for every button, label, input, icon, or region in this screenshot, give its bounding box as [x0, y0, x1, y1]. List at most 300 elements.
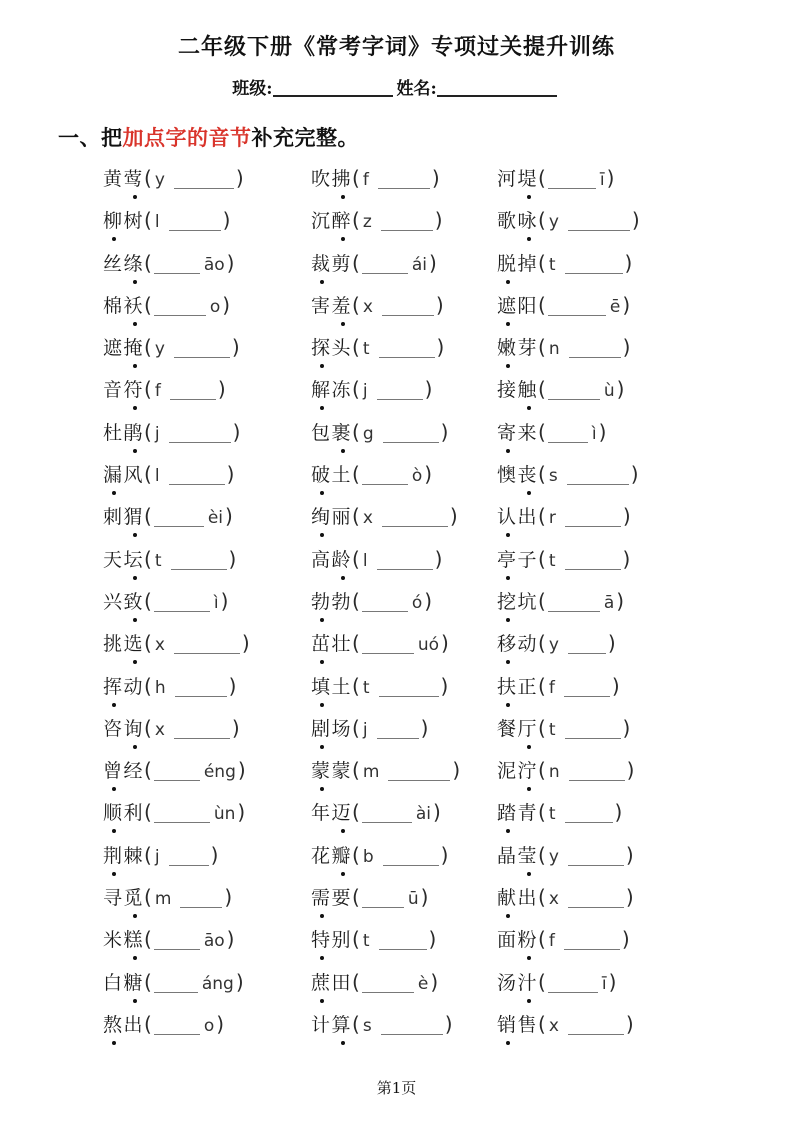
exercise-item	[497, 292, 773, 334]
paren-open: (	[538, 377, 546, 402]
exercise-item	[103, 969, 311, 1011]
exercise-item	[103, 842, 311, 884]
word-char-dotted: 破	[311, 464, 332, 487]
word-char: 丝	[103, 252, 124, 275]
paren-close: )	[241, 631, 250, 656]
paren-close: )	[228, 546, 237, 571]
exercise-item	[311, 461, 497, 503]
answer-blank-line	[548, 975, 598, 993]
paren-close: )	[625, 1011, 634, 1036]
word-char: 刺	[103, 506, 124, 529]
pinyin-given-initial: y	[154, 170, 165, 190]
paren-open: (	[144, 885, 152, 910]
word-text	[311, 718, 352, 740]
exercise-item	[311, 376, 497, 418]
paren-open: (	[352, 588, 360, 613]
word-char-dotted: 符	[123, 379, 145, 402]
answer-blank-line	[175, 679, 227, 697]
paren-close: )	[235, 166, 244, 190]
paren-close: )	[616, 588, 625, 613]
word-char: 要	[331, 887, 353, 910]
word-char-dotted: 绦	[123, 252, 145, 275]
paren-close: )	[224, 885, 233, 910]
paren-close: )	[237, 800, 246, 825]
answer-blank-line	[379, 679, 439, 697]
paren-open: (	[144, 377, 152, 402]
paren-open: (	[538, 546, 546, 571]
paren-close: )	[622, 546, 631, 571]
word-char: 正	[517, 675, 539, 698]
word-char: 树	[123, 210, 145, 233]
word-text	[311, 1014, 352, 1036]
word-text	[311, 295, 352, 317]
paren-open: (	[352, 504, 360, 529]
pinyin-given-initial: f	[548, 677, 555, 698]
page-title: 二年级下册《常考字词》专项过关提升训练	[177, 34, 615, 60]
pinyin-given-initial: s	[362, 1015, 372, 1036]
pinyin-given-initial: x	[548, 889, 559, 910]
word-char: 吹	[311, 168, 332, 190]
word-char-dotted: 致	[123, 590, 145, 613]
paren-close: )	[434, 546, 443, 571]
word-char: 蒙	[331, 760, 353, 783]
paren-close: )	[622, 504, 631, 529]
paren-close: )	[622, 292, 631, 317]
paren-close: )	[598, 419, 607, 444]
exercise-item	[311, 503, 497, 545]
paren-close: )	[424, 462, 433, 487]
paren-open: (	[352, 208, 360, 233]
answer-blank-line	[154, 298, 206, 316]
word-char: 音	[103, 379, 124, 402]
word-char-dotted: 堤	[517, 168, 539, 190]
word-char-dotted: 挥	[103, 675, 124, 698]
paren-open: (	[538, 250, 546, 275]
paren-open: (	[352, 885, 360, 910]
word-char: 冻	[331, 379, 353, 402]
word-text	[103, 633, 144, 655]
paren-open: (	[352, 800, 360, 825]
answer-blank-line	[169, 848, 209, 866]
word-text	[311, 887, 352, 909]
paren-open: (	[144, 927, 152, 952]
word-text	[103, 253, 144, 275]
word-text	[311, 549, 352, 571]
pinyin-given-initial: t	[548, 804, 556, 825]
paren-open: (	[144, 842, 152, 867]
paren-close: )	[625, 885, 634, 910]
pinyin-given-initial: s	[548, 466, 558, 487]
word-char-dotted: 醉	[331, 210, 353, 233]
word-char: 出	[123, 1013, 145, 1036]
exercise-item	[103, 715, 311, 757]
paren-open: (	[538, 166, 546, 190]
word-char-dotted: 填	[311, 675, 332, 698]
word-char: 计	[311, 1013, 332, 1036]
word-char-dotted: 粉	[517, 929, 539, 952]
paren-open: (	[538, 208, 546, 233]
word-char-dotted: 剧	[311, 717, 332, 740]
word-char-dotted: 选	[123, 633, 145, 656]
exercise-item	[497, 969, 773, 1011]
paren-close: )	[420, 715, 429, 740]
paren-close: )	[217, 377, 226, 402]
pinyin-given-initial: h	[154, 677, 166, 698]
word-char-dotted: 漏	[103, 464, 124, 487]
paren-open: (	[538, 969, 546, 994]
pinyin-given-final: ì	[213, 592, 219, 613]
pinyin-given-final: āo	[203, 931, 225, 952]
paren-close: )	[440, 419, 449, 444]
answer-blank-line	[362, 636, 414, 654]
paren-open: (	[352, 250, 360, 275]
paren-open: (	[352, 462, 360, 487]
word-char-dotted: 算	[331, 1013, 353, 1036]
exercise-item	[497, 799, 773, 841]
word-text	[311, 210, 352, 232]
paren-close: )	[237, 758, 246, 783]
paren-close: )	[440, 842, 449, 867]
paren-open: (	[538, 419, 546, 444]
pinyin-given-final: uó	[417, 635, 440, 656]
exercise-item	[497, 461, 773, 503]
exercise-item	[311, 588, 497, 630]
paren-open: (	[352, 546, 360, 571]
paren-open: (	[538, 631, 546, 656]
exercise-item	[497, 1011, 773, 1053]
word-char: 咨	[103, 717, 124, 740]
answer-blank-line	[379, 932, 427, 950]
word-char-dotted: 猬	[123, 506, 145, 529]
exercise-item	[311, 250, 497, 292]
answer-blank-line	[174, 721, 230, 739]
word-char-dotted: 瓣	[331, 844, 353, 867]
pinyin-given-final: ài	[415, 804, 431, 825]
pinyin-given-final: èi	[207, 508, 224, 529]
word-char-dotted: 泞	[517, 760, 539, 783]
word-text	[103, 210, 144, 232]
paren-open: (	[144, 800, 152, 825]
word-char: 阳	[517, 294, 539, 317]
paren-close: )	[621, 927, 630, 952]
answer-blank-line	[169, 467, 225, 485]
paren-open: (	[144, 715, 152, 740]
word-char-dotted: 嫩	[497, 337, 518, 360]
paren-close: )	[622, 335, 631, 360]
answer-blank-line	[174, 340, 230, 358]
word-text	[311, 422, 352, 444]
pinyin-given-initial: m	[362, 762, 380, 783]
paren-open: (	[352, 969, 360, 994]
paren-open: (	[538, 335, 546, 360]
word-text	[497, 210, 538, 232]
word-char-dotted: 莺	[123, 168, 145, 190]
pinyin-given-initial: x	[154, 635, 165, 656]
word-char: 汤	[497, 971, 518, 994]
answer-blank-line	[377, 721, 419, 739]
paren-open: (	[538, 292, 546, 317]
word-char-dotted: 蒙	[311, 760, 332, 783]
exercise-item	[497, 419, 773, 461]
paren-close: )	[630, 462, 639, 487]
word-text	[311, 929, 352, 951]
word-text	[497, 506, 538, 528]
paren-close: )	[226, 927, 235, 952]
word-char-dotted: 触	[517, 379, 539, 402]
word-text	[497, 887, 538, 909]
paren-close: )	[428, 927, 437, 952]
pinyin-given-initial: l	[362, 550, 368, 571]
name-field-label: 姓名:	[396, 79, 437, 99]
paren-close: )	[424, 588, 433, 613]
paren-close: )	[428, 250, 437, 275]
word-text	[311, 633, 352, 655]
paren-open: (	[538, 462, 546, 487]
answer-blank-line	[377, 552, 433, 570]
word-text	[497, 676, 538, 698]
word-text	[311, 337, 352, 359]
word-text	[311, 760, 352, 782]
answer-blank-line	[362, 805, 412, 823]
pinyin-given-final: o	[203, 1015, 215, 1036]
pinyin-given-initial: z	[362, 212, 372, 233]
paren-open: (	[352, 377, 360, 402]
word-char: 接	[497, 379, 518, 402]
word-char-dotted: 踏	[497, 802, 518, 825]
paren-open: (	[352, 758, 360, 783]
word-char: 别	[331, 929, 353, 952]
answer-blank-line	[548, 594, 600, 612]
exercise-item	[103, 757, 311, 799]
word-text	[103, 887, 144, 909]
word-char-dotted: 挖	[497, 590, 518, 613]
word-char-dotted: 需	[311, 887, 332, 910]
answer-blank-line	[362, 467, 408, 485]
word-text	[103, 337, 144, 359]
section-heading	[58, 122, 359, 152]
word-char-dotted: 荆	[103, 844, 124, 867]
word-text	[103, 802, 144, 824]
paren-close: )	[607, 631, 616, 656]
exercise-item	[497, 546, 773, 588]
word-char-dotted: 掩	[123, 337, 145, 360]
word-char-dotted: 鹃	[123, 421, 145, 444]
exercise-item	[311, 757, 497, 799]
exercise-item	[311, 673, 497, 715]
word-char: 遮	[103, 337, 124, 360]
pinyin-given-final: ó	[411, 592, 423, 613]
word-text	[311, 506, 352, 528]
paren-close: )	[616, 377, 625, 402]
paren-open: (	[352, 1011, 360, 1036]
paren-close: )	[226, 250, 235, 275]
word-char: 来	[517, 421, 539, 444]
word-char-dotted: 移	[497, 633, 518, 656]
exercise-item	[103, 799, 311, 841]
pinyin-given-final: ò	[411, 466, 423, 487]
answer-blank-line	[362, 890, 404, 908]
word-char-dotted: 询	[123, 717, 145, 740]
paren-close: )	[430, 969, 439, 994]
word-char-dotted: 茁	[311, 633, 332, 656]
pinyin-given-final: ì	[591, 423, 597, 444]
word-text	[311, 591, 352, 613]
exercise-item	[497, 250, 773, 292]
exercise-item	[497, 842, 773, 884]
word-char: 风	[123, 464, 145, 487]
pinyin-given-initial: l	[154, 212, 160, 233]
exercise-item	[103, 503, 311, 545]
word-char-dotted: 绚	[311, 506, 332, 529]
exercise-item	[311, 715, 497, 757]
exercise-item	[103, 926, 311, 968]
answer-blank-line	[377, 382, 423, 400]
paren-open: (	[352, 631, 360, 656]
answer-blank-line	[154, 1017, 200, 1035]
answer-blank-line	[381, 213, 433, 231]
pinyin-given-initial: f	[362, 170, 369, 190]
paren-close: )	[231, 335, 240, 360]
answer-blank-line	[383, 848, 439, 866]
word-char: 出	[517, 506, 539, 529]
word-char: 掉	[517, 252, 539, 275]
answer-blank-line	[383, 425, 439, 443]
pinyin-given-initial: r	[548, 508, 556, 529]
paren-close: )	[436, 335, 445, 360]
answer-blank-line	[169, 425, 231, 443]
exercise-item	[497, 165, 773, 207]
exercise-item	[311, 842, 497, 884]
pinyin-given-initial: b	[362, 846, 374, 867]
word-char: 勃	[331, 590, 353, 613]
answer-blank-line	[565, 721, 621, 739]
word-char: 场	[331, 717, 353, 740]
word-char: 头	[331, 337, 353, 360]
pinyin-given-initial: x	[548, 1015, 559, 1036]
pinyin-given-final: ái	[411, 254, 427, 275]
exercise-item	[311, 1011, 497, 1053]
pinyin-given-initial: t	[362, 931, 370, 952]
answer-blank-line	[379, 340, 435, 358]
word-char: 芽	[517, 337, 539, 360]
word-char-dotted: 熬	[103, 1013, 124, 1036]
paren-close: )	[226, 462, 235, 487]
word-char: 泥	[497, 760, 518, 783]
pinyin-given-initial: y	[548, 212, 559, 233]
paren-close: )	[608, 969, 617, 994]
paren-open: (	[144, 631, 152, 656]
word-char-dotted: 遮	[497, 294, 518, 317]
pinyin-given-initial: x	[362, 508, 373, 529]
class-field-label: 班级:	[232, 79, 273, 99]
paren-open: (	[538, 885, 546, 910]
word-char: 利	[123, 802, 145, 825]
class-name-line	[0, 74, 793, 99]
word-char: 面	[497, 929, 518, 952]
paren-open: (	[538, 715, 546, 740]
paren-open: (	[538, 673, 546, 698]
exercise-item	[103, 588, 311, 630]
word-char: 出	[517, 887, 539, 910]
paren-close: )	[614, 800, 623, 825]
word-char: 青	[517, 802, 539, 825]
word-text	[103, 845, 144, 867]
word-char-dotted: 解	[311, 379, 332, 402]
word-char: 田	[331, 971, 353, 994]
answer-blank-line	[154, 932, 200, 950]
answer-blank-line	[568, 213, 630, 231]
pinyin-given-initial: n	[548, 339, 560, 360]
word-text	[497, 802, 538, 824]
answer-blank-line	[381, 1017, 443, 1035]
exercise-item	[497, 926, 773, 968]
word-char-dotted: 销	[497, 1013, 518, 1036]
answer-blank-line	[362, 594, 408, 612]
paren-close: )	[626, 758, 635, 783]
word-text	[103, 972, 144, 994]
word-char: 售	[517, 1013, 539, 1036]
paren-close: )	[225, 504, 233, 529]
word-text	[103, 929, 144, 951]
word-char: 壮	[331, 633, 353, 656]
word-char-dotted: 曾	[103, 760, 124, 783]
answer-blank-line	[154, 763, 200, 781]
paren-open: (	[144, 758, 152, 783]
word-char: 包	[311, 421, 332, 444]
paren-open: (	[144, 673, 152, 698]
paren-close: )	[220, 588, 229, 613]
exercise-item	[311, 969, 497, 1011]
word-text	[497, 718, 538, 740]
answer-blank-line	[565, 256, 623, 274]
word-char: 土	[331, 464, 353, 487]
word-char-dotted: 汁	[517, 971, 539, 994]
exercise-item	[103, 376, 311, 418]
exercise-item	[103, 1011, 311, 1053]
answer-blank-line	[548, 298, 606, 316]
word-char: 子	[517, 548, 539, 571]
paren-open: (	[144, 250, 152, 275]
paren-close: )	[606, 166, 615, 190]
word-text	[311, 168, 352, 190]
exercise-item	[103, 165, 311, 207]
word-text	[497, 845, 538, 867]
pinyin-given-initial: t	[548, 550, 556, 571]
paren-close: )	[611, 673, 620, 698]
word-text	[497, 972, 538, 994]
word-text	[497, 464, 538, 486]
word-text	[311, 379, 352, 401]
word-char-dotted: 坛	[123, 548, 145, 571]
exercise-item	[311, 799, 497, 841]
paren-open: (	[538, 758, 546, 783]
pinyin-given-initial: x	[362, 296, 373, 317]
pinyin-given-initial: t	[362, 339, 370, 360]
paren-open: (	[144, 292, 152, 317]
pinyin-given-initial: t	[154, 550, 162, 571]
pinyin-given-initial: f	[154, 381, 161, 402]
word-char-dotted: 扶	[497, 675, 518, 698]
paren-close: )	[228, 673, 237, 698]
word-text	[103, 168, 144, 190]
exercise-item	[311, 546, 497, 588]
word-text	[103, 295, 144, 317]
word-text	[103, 591, 144, 613]
pinyin-given-initial: l	[154, 466, 160, 487]
word-char-dotted: 袄	[123, 294, 145, 317]
word-char: 丽	[331, 506, 353, 529]
word-char: 河	[497, 168, 518, 190]
